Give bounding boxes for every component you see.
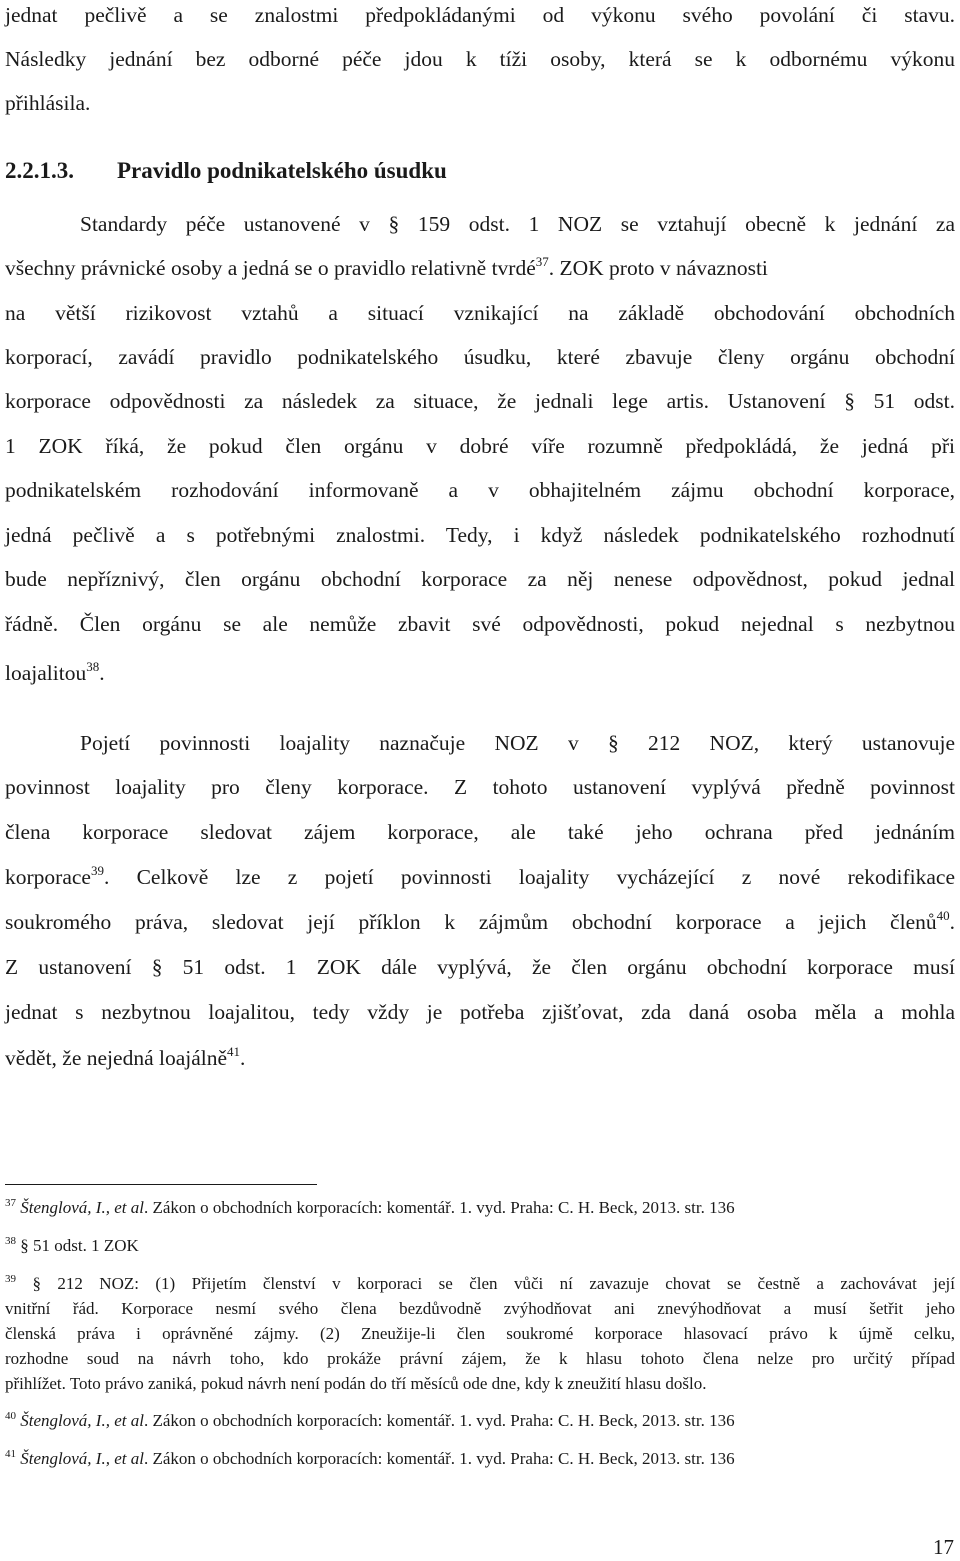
body-line (5, 253, 768, 283)
body-text: . (240, 1046, 246, 1070)
body-line: Standardy péče ustanovené v § 159 odst. 1 NOZ se vztahují obecně k jednání za (80, 212, 955, 236)
footnote-text: § 51 odst. 1 ZOK (20, 1236, 139, 1255)
page-number: 17 (933, 1535, 954, 1559)
body-text: všechny právnické osoby a jedná se o pravidlo relativně tvrdé (5, 256, 536, 280)
footnote-41 (5, 1448, 955, 1470)
footnote-author: Štenglová, I., et al (20, 1411, 144, 1430)
section-heading (5, 156, 955, 186)
footnote-38 (5, 1235, 955, 1257)
footnote-author: Štenglová, I., et al (20, 1449, 144, 1468)
footnote-number: 39 (5, 1273, 16, 1285)
body-line (5, 862, 955, 892)
body-text: . ZOK proto v návaznosti (548, 256, 768, 280)
footnote-number: 37 (5, 1197, 16, 1209)
footnote-ref: 40 (936, 908, 950, 923)
body-line: člena korporace sledovat zájem korporace, ale také jeho ochrana před jednáním (5, 820, 955, 844)
footnote-text: . Zákon o obchodních korporacích: komentář. 1. vyd. Praha: C. H. Beck, 2013. str. 136 (143, 1198, 735, 1217)
body-line: jednat s nezbytnou loajalitou, tedy vždy je potřeba zjišťovat, zda daná osoba měla a mohla (5, 1000, 955, 1024)
body-line: povinnost loajality pro členy korporace. Z tohoto ustanovení vyplývá předně povinnost (5, 775, 955, 799)
footnote-text: . Zákon o obchodních korporacích: komentář. 1. vyd. Praha: C. H. Beck, 2013. str. 136 (143, 1449, 735, 1468)
section-number: 2.2.1.3. (5, 158, 74, 183)
body-line: jedná pečlivě a s potřebnými znalostmi. Tedy, i když následek podnikatelského rozhodnutí (5, 523, 955, 547)
body-line: 1 ZOK říká, že pokud člen orgánu v dobré víře rozumně předpokládá, že jedná při (5, 434, 955, 458)
body-text: . (99, 661, 105, 685)
body-line: jednat pečlivě a se znalostmi předpokládanými od výkonu svého povolání či stavu. (5, 3, 955, 27)
body-line: podnikatelském rozhodování informovaně a v obhajitelném zájmu obchodní korporace, (5, 478, 955, 502)
body-line: řádně. Člen orgánu se ale nemůže zbavit své odpovědnosti, pokud nejednal s nezbytnou (5, 612, 955, 636)
body-line: na větší rizikovost vztahů a situací vznikající na základě obchodování obchodních (5, 301, 955, 325)
body-line (5, 658, 105, 688)
body-text: soukromého práva, sledovat její příklon k zájmům obchodní korporace a jejich členů (5, 910, 937, 934)
footnote-number: 38 (5, 1235, 16, 1247)
footnote-number: 41 (5, 1448, 16, 1460)
body-line: bude nepříznivý, člen orgánu obchodní korporace za něj nenese odpovědnost, pokud jednal (5, 567, 955, 591)
footnote-ref: 38 (86, 659, 100, 674)
body-line: Pojetí povinnosti loajality naznačuje NOZ v § 212 NOZ, který ustanovuje (80, 731, 955, 755)
body-text: . Celkově lze z pojetí povinnosti loajality vycházející z nové rekodifikace (103, 865, 955, 889)
footnote-37 (5, 1197, 955, 1219)
body-line: korporací, zavádí pravidlo podnikatelského úsudku, které zbavuje členy orgánu obchodní (5, 345, 955, 369)
footnote-separator (5, 1184, 317, 1185)
body-line: přihlásila. (5, 91, 91, 115)
footnote-39 (5, 1273, 955, 1295)
body-line: Následky jednání bez odborné péče jdou k tíži osoby, která se k odbornému výkonu (5, 47, 955, 71)
footnote-text: § 212 NOZ: (1) Přijetím členství v korporaci se člen vůči ní zavazuje chovat se čestně a zachovávat její (32, 1274, 955, 1293)
footnote-number: 40 (5, 1410, 16, 1422)
footnote-text: . Zákon o obchodních korporacích: komentář. 1. vyd. Praha: C. H. Beck, 2013. str. 136 (143, 1411, 735, 1430)
body-line: korporace odpovědnosti za následek za situace, že jednali lege artis. Ustanovení § 51 odst. (5, 389, 955, 413)
footnote-author: Štenglová, I., et al (20, 1198, 144, 1217)
section-title: Pravidlo podnikatelského úsudku (117, 158, 447, 183)
footnote-line: členská práva i oprávněné zájmy. (2) Zneužije-li člen soukromé korporace hlasovací právo k újmě celku, (5, 1324, 955, 1343)
footnote-line: přihlížet. Toto právo zaniká, pokud návrh není podán do tří měsíců ode dne, kdy k zneužití hlasu došlo. (5, 1374, 707, 1393)
body-line (5, 1043, 245, 1073)
body-text: korporace (5, 865, 91, 889)
footnote-40 (5, 1410, 955, 1432)
body-text: loajalitou (5, 661, 87, 685)
body-text: . (949, 910, 955, 934)
footnote-line: rozhodne soud na návrh toho, kdo prokáže právní zájem, že k hlasu tohoto člena nelze pro určitý případ (5, 1349, 955, 1368)
body-text: vědět, že nejedná loajálně (5, 1046, 228, 1070)
footnote-ref: 39 (90, 863, 104, 878)
body-line: Z ustanovení § 51 odst. 1 ZOK dále vyplývá, že člen orgánu obchodní korporace musí (5, 955, 955, 979)
footnote-line: vnitřní řád. Korporace nesmí svého člena bezdůvodně zvýhodňovat ani znevýhodňovat a musí šetřit jeho (5, 1299, 955, 1318)
footnote-ref: 41 (227, 1044, 241, 1059)
body-line (5, 907, 955, 937)
footnote-ref: 37 (535, 254, 549, 269)
